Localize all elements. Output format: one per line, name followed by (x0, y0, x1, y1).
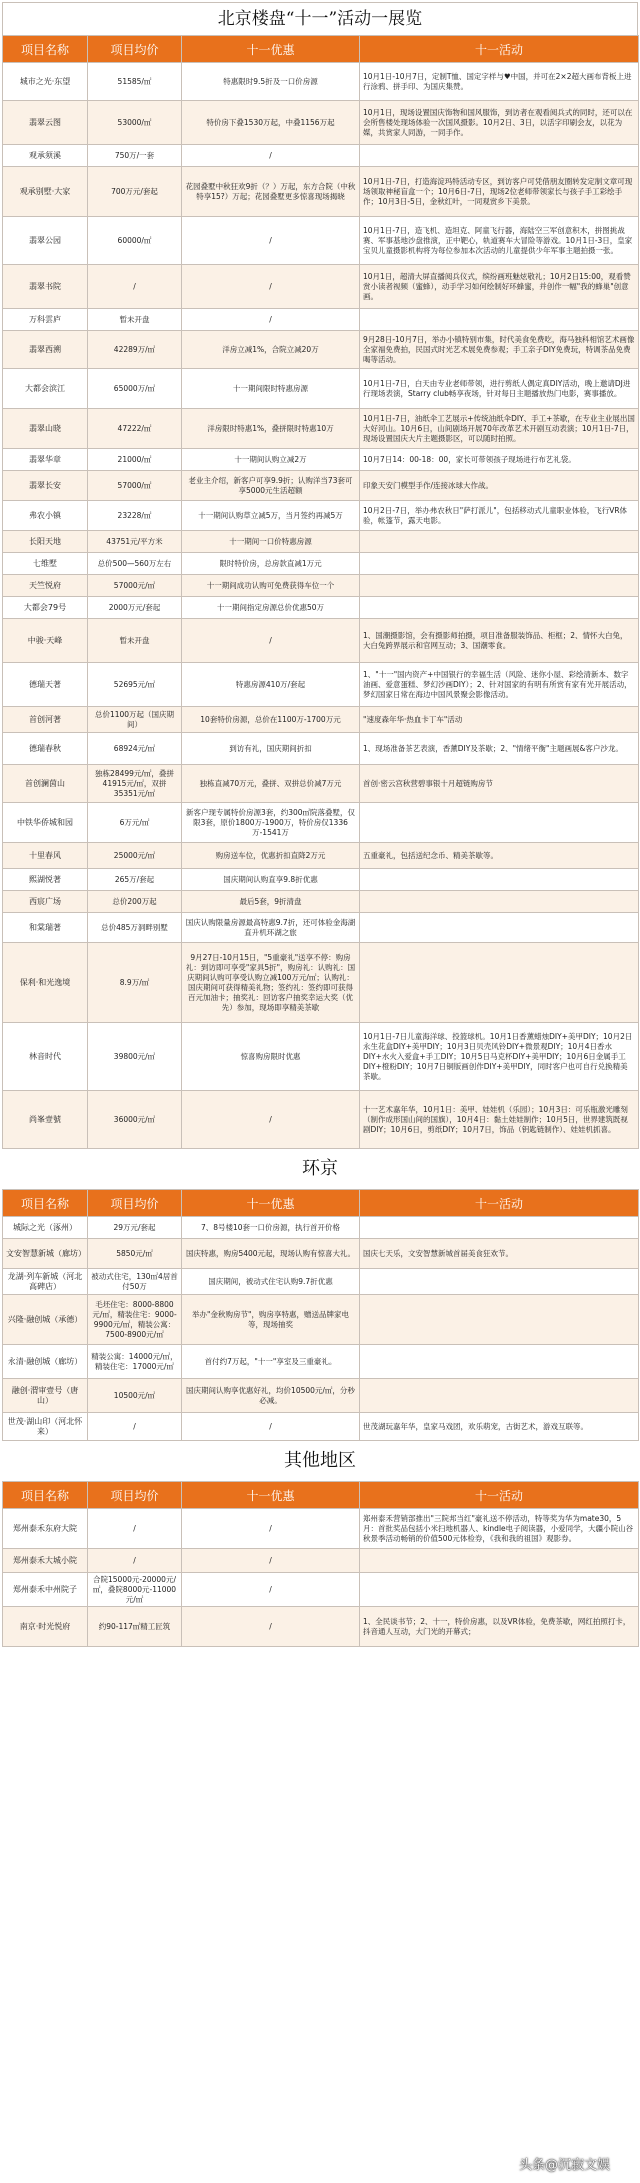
project-promo: 限时特价房，总房款直减1万元 (182, 553, 360, 575)
project-name: 尚峯壹號 (3, 1091, 88, 1149)
project-promo: 国庆期间认购直享9.8折优惠 (182, 869, 360, 891)
project-promo: 10套特价房源，总价在1100万-1700万元 (182, 707, 360, 733)
project-promo: / (182, 265, 360, 309)
project-name: 翡翠长安 (3, 471, 88, 501)
project-name: 大都会79号 (3, 597, 88, 619)
table-row (3, 891, 639, 913)
table-row (3, 331, 639, 369)
table-row (3, 1607, 639, 1647)
project-name: 熙湖悦著 (3, 869, 88, 891)
project-promo: 独栋直减70万元，叠拼、双拼总价减7万元 (182, 765, 360, 803)
project-activity: 1、"十一"国内资产+中国银行的幸福生活（风险、迷你小屋、彩绘清新本、数字油画、爱意蛋糕、梦幻沙画DIY）；2、针对国家的有明有所赏有家有光开展活动，梦幻国家日常在海边中国风景聚会影像活动。 (360, 663, 639, 707)
project-activity: 1、全民谈书节；2、十一，特价房惠，以及VR体验，免费茶歇，网红拍照打卡，抖音通人互动，大门光的开幕式； (360, 1607, 639, 1647)
project-activity: 10月1日，现场设置国庆饰物和国风服饰，到访者在观看阅兵式的同时，还可以在会所售楼处现场体验一次国风摄影。10月2日、3日，以活字印刷会友，以花为媒，共赏家人同游，一同手作。 (360, 101, 639, 145)
project-name: 世茂·湖山印（河北怀来） (3, 1413, 88, 1441)
header-name: 项目名称 (3, 1190, 88, 1217)
project-price: 2000万元/套起 (88, 597, 182, 619)
project-activity (360, 1345, 639, 1379)
project-name: 林音时代 (3, 1023, 88, 1091)
project-activity: 郑州泰禾营销部推出"三院邦当红"豪礼送不停活动，特等奖为华为mate30，5月：首批奖品包括小米扫地机器人、kindle电子阅读器，小爱同学，大疆小院山谷秋景季活动畅销的价值500元体检券，《我和我的祖国》观影券。 (360, 1509, 639, 1549)
project-promo: 花园叠墅中秋狂欢9折（？）万起，东方合院（中秋特享15?）万起；花园叠墅更多惊喜现场揭晓 (182, 167, 360, 217)
project-promo: / (182, 1413, 360, 1441)
beijing-table (2, 35, 639, 1149)
table-row (3, 409, 639, 449)
project-activity (360, 803, 639, 843)
project-price: / (88, 265, 182, 309)
project-promo: / (182, 1091, 360, 1149)
project-name: 龙湖·列车新城（河北高碑店） (3, 1269, 88, 1295)
page-title: 北京楼盘“十一”活动一展览 (2, 2, 638, 35)
project-name: 翡翠公园 (3, 217, 88, 265)
project-activity: 十一艺术嘉年华，10月1日：美甲、娃娃机（乐园）；10月3日：可乐瓶激光雕刻（制作成形国山间的国旗），10月4日：黏土娃娃制作；10月5日，世界建筑既视剧DIY；10月6日，剪纸DIY；10月7日，饰品（钥匙链制作）、娃娃机抓喜。 (360, 1091, 639, 1149)
table-row (3, 663, 639, 707)
table-row (3, 1023, 639, 1091)
header-promo: 十一优惠 (182, 1190, 360, 1217)
project-activity: 9月28日-10月7日，举办小镇特别市集，时代美食免费吃，海马独科相馆艺术画像全家福免费拍，民国式时光艺术展免费参观；手工亲子DIY免费玩，特调茶品免费喝等活动。 (360, 331, 639, 369)
project-promo: 新客户现专属特价房源3套，约300㎡院落叠墅，仅限3套，原价1800万-1900万，特价房仅1336万-1541万 (182, 803, 360, 843)
project-price: 53000/㎡ (88, 101, 182, 145)
project-price: 57000元/㎡ (88, 575, 182, 597)
project-activity: 五重豪礼，包括送纪念币、精美茶歇等。 (360, 843, 639, 869)
project-price: 68924元/㎡ (88, 733, 182, 765)
project-name: 翡翠西溯 (3, 331, 88, 369)
project-activity (360, 1379, 639, 1413)
table-row (3, 575, 639, 597)
header-name: 项目名称 (3, 36, 88, 63)
project-activity: 10月1日-7日儿童海洋球、投篮球机。10月1日香薰蜡烛DIY+美甲DIY；10月2日永生花盒DIY+美甲DIY；10月3日贝壳风铃DIY+微景观DIY；10月4日香水DIY+水火入爱盒+手工DIY；10月5日马克杯DIY+美甲DIY；10月6日金属手工DIY+橙粉DIY；10月7日铜版画创作DIY+美甲DIY，同时客户也可自行兑换精美茶歇。 (360, 1023, 639, 1091)
project-price: 700万元/套起 (88, 167, 182, 217)
table-row (3, 1269, 639, 1295)
project-promo: 洋房立减1%，合院立减20万 (182, 331, 360, 369)
project-name: 观承别墅·大家 (3, 167, 88, 217)
other-table (2, 1481, 639, 1647)
table-row (3, 449, 639, 471)
project-activity (360, 531, 639, 553)
project-activity: 10月1日-10月7日，定制T恤、国定字样与♥中国，并可在2×2超大画布背板上进行涂鸦、拼手印、为国庆集赞。 (360, 63, 639, 101)
project-promo: / (182, 1573, 360, 1607)
project-name: 翡翠书院 (3, 265, 88, 309)
project-name: 十里春风 (3, 843, 88, 869)
project-activity: 10月1日-7日，白天由专业老师带领，进行剪纸人偶定真DIY活动，晚上邀请DJ进行现场表演，Starry club畅享夜场，针对每日主题播放热门电影，赛事播放。 (360, 369, 639, 409)
project-activity: 10月1日-7日，油纸伞工艺展示+传统油纸伞DIY、手工+茶歇，在专业主业展出国大好河山。10月6日，山间剧场开展70年改革艺术开剧互动表演；10月1日-7日，现场设置国庆大片主题摄影区，可以随时拍照。 (360, 409, 639, 449)
header-activity: 十一活动 (360, 36, 639, 63)
project-name: 保利·和光逸境 (3, 943, 88, 1023)
huanjing-table-body (3, 1217, 639, 1441)
project-activity (360, 1217, 639, 1239)
project-price: 独栋28499元/㎡，叠拼41915元/㎡，双拼35351元/㎡ (88, 765, 182, 803)
project-promo: 特价房下叠1530万起，中叠1156万起 (182, 101, 360, 145)
project-activity: 10月1日-7日，造飞机、造坦克、阿童飞行器，海陆空三军创意积木，拼图挑战赛、军事基地沙盘推演，正中靶心，轨道赛车大冒险等游戏。10月1日-3日，皇家宝贝儿童摄影机构将为每位参加本次活动的儿童提供少年军事主题拍摄一张。 (360, 217, 639, 265)
table-row (3, 943, 639, 1023)
project-price: 23228/㎡ (88, 501, 182, 531)
project-price: 总价500—560万左右 (88, 553, 182, 575)
project-activity (360, 1549, 639, 1573)
table-row (3, 597, 639, 619)
project-name: 德瑞春秋 (3, 733, 88, 765)
project-activity (360, 145, 639, 167)
project-name: 融创·渭审壹号（唐山） (3, 1379, 88, 1413)
project-name: 郑州泰禾中州院子 (3, 1573, 88, 1607)
project-name: 德瑞天著 (3, 663, 88, 707)
section-title-other: 其他地区 (0, 1441, 640, 1481)
header-promo: 十一优惠 (182, 36, 360, 63)
table-row (3, 1091, 639, 1149)
project-price: 暂未开盘 (88, 309, 182, 331)
project-promo: / (182, 145, 360, 167)
project-name: 郑州泰禾大城小院 (3, 1549, 88, 1573)
project-name: 城际之光（涿州） (3, 1217, 88, 1239)
watermark: 头条@沉寂文娱 (519, 2154, 610, 2173)
table-row (3, 217, 639, 265)
project-promo: / (182, 1607, 360, 1647)
project-name: 首创河著 (3, 707, 88, 733)
project-name: 翡翠华章 (3, 449, 88, 471)
table-row (3, 1549, 639, 1573)
project-price: 8.9万/㎡ (88, 943, 182, 1023)
project-promo: 老业主介绍，新客户可享9.9折；认购洋当73套可享5000元生活超额 (182, 471, 360, 501)
project-activity: 国庆七天乐，文安智慧新城首届美食狂欢节。 (360, 1239, 639, 1269)
project-price: 被动式住宅，130㎡4居首付50万 (88, 1269, 182, 1295)
project-price: / (88, 1413, 182, 1441)
table-header-row (3, 1482, 639, 1509)
project-activity (360, 553, 639, 575)
project-name: 万科雲庐 (3, 309, 88, 331)
table-row (3, 1345, 639, 1379)
project-name: 永清·融创城（廊坊） (3, 1345, 88, 1379)
project-price: 总价1100万起（国庆期间） (88, 707, 182, 733)
project-activity (360, 309, 639, 331)
table-row (3, 501, 639, 531)
project-activity (360, 913, 639, 943)
project-price: 暂未开盘 (88, 619, 182, 663)
project-activity: 1、现场准备茶艺表演，香薰DIY及茶歇；2、"情绪平衡"主题画展&客户沙龙。 (360, 733, 639, 765)
table-row (3, 1217, 639, 1239)
project-activity (360, 1295, 639, 1345)
project-promo: 最后5套，9折清盘 (182, 891, 360, 913)
other-table-body (3, 1509, 639, 1647)
project-name: 观承须溪 (3, 145, 88, 167)
header-activity: 十一活动 (360, 1190, 639, 1217)
page (0, 2, 640, 1647)
table-row (3, 63, 639, 101)
project-price: 51585/㎡ (88, 63, 182, 101)
project-price: 39800元/㎡ (88, 1023, 182, 1091)
table-row (3, 1509, 639, 1549)
project-price: 21000/㎡ (88, 449, 182, 471)
table-row (3, 167, 639, 217)
project-price: 5850元/㎡ (88, 1239, 182, 1269)
header-name: 项目名称 (3, 1482, 88, 1509)
table-header-row (3, 36, 639, 63)
project-price: 29万元/套起 (88, 1217, 182, 1239)
project-activity: 1、国潮摄影馆，会有摄影师拍摄，项目准备服装饰品、柜框；2、情怀大白兔，大白兔跨界展示和官网互动；3、国潮零食。 (360, 619, 639, 663)
table-row (3, 843, 639, 869)
project-price: 总价485万洞畔别墅 (88, 913, 182, 943)
project-activity (360, 575, 639, 597)
project-promo: / (182, 619, 360, 663)
table-row (3, 1413, 639, 1441)
table-row (3, 619, 639, 663)
project-promo: 十一期间认购草立减5万，当月签约再减5万 (182, 501, 360, 531)
project-promo: 9月27日-10月15日，"5重豪礼"送享不停：购房礼：到访即可享受"家具5折"，购房礼：认购礼：国庆期间认购可享受认购立减100万元/㎡；认购礼：国庆期间可获得精美礼物；签约礼：签约即可获得百元加油卡；抽奖礼：回访客户抽奖幸运大奖（优先）参加，现场即享精美茶歇 (182, 943, 360, 1023)
project-activity (360, 869, 639, 891)
table-row (3, 913, 639, 943)
table-header-row (3, 1190, 639, 1217)
project-promo: 十一期间成功认购可免费获得车位一个 (182, 575, 360, 597)
table-row (3, 765, 639, 803)
project-promo: 国庆认购限量房源最高特惠9.7折，还可体验金海湖直升机环湖之旅 (182, 913, 360, 943)
project-price: 毛坯住宅：8000-8800元/㎡，精装住宅：9000-9900元/㎡，精装公寓：7500-8900元/㎡ (88, 1295, 182, 1345)
project-promo: 惊喜购房限时优惠 (182, 1023, 360, 1091)
project-activity: 首创·密云宫秋营碧事银十月超链购房节 (360, 765, 639, 803)
table-row (3, 101, 639, 145)
project-activity: 10月7日14：00-18：00，家长可带领孩子现场进行布艺礼袋。 (360, 449, 639, 471)
project-name: 七维墅 (3, 553, 88, 575)
project-promo: 到访有礼，国庆期间折扣 (182, 733, 360, 765)
project-activity: 10月1日-7日，打造海淀玛特活动专区，到访客户可凭借朋友圈转发定制文章可现场领取神秘盲盒一个；10月6日-7日，现场2位老师带领家长与孩子手工彩绘手作；10月3日-5日，金秋红叶，一同观赏乡下美景。 (360, 167, 639, 217)
table-row (3, 471, 639, 501)
project-name: 南京·时光悦府 (3, 1607, 88, 1647)
project-promo: / (182, 217, 360, 265)
table-row (3, 1239, 639, 1269)
header-promo: 十一优惠 (182, 1482, 360, 1509)
project-name: 翡翠山晓 (3, 409, 88, 449)
project-promo: 购房送车位，优惠折扣直降2万元 (182, 843, 360, 869)
project-promo: 举办"金秋购房节"，购房享特惠，赠送品牌家电等，现场抽奖 (182, 1295, 360, 1345)
project-price: 750万/一套 (88, 145, 182, 167)
project-name: 中铁华侨城和园 (3, 803, 88, 843)
project-price: 65000万/㎡ (88, 369, 182, 409)
project-price: 合院15000元-20000元/㎡，叠院8000元-11000元/㎡ (88, 1573, 182, 1607)
project-name: 大都会滨江 (3, 369, 88, 409)
project-price: 约90-117㎡精工匠筑 (88, 1607, 182, 1647)
project-name: 文安智慧新城（廊坊） (3, 1239, 88, 1269)
section-title-huanjing: 环京 (0, 1149, 640, 1189)
project-activity: 印象天安门模型手作/连接冰球大作战。 (360, 471, 639, 501)
project-activity (360, 1573, 639, 1607)
project-name: 弗农小镇 (3, 501, 88, 531)
table-row (3, 803, 639, 843)
project-promo: / (182, 309, 360, 331)
project-price: 10500元/㎡ (88, 1379, 182, 1413)
project-activity: 10月1日，超清大屏直播阅兵仪式，缤纷画班魅炫敬礼；10月2日15:00，观看赞赏小读者视频（蜜蜂），动手学习如何绘制好环蜂蜜，并创作一幅"我的蜂巢"创意画。 (360, 265, 639, 309)
project-name: 和棠瑞著 (3, 913, 88, 943)
project-activity: "速度森年华·热血卡丁车"活动 (360, 707, 639, 733)
header-price: 项目均价 (88, 1190, 182, 1217)
project-promo: 特惠房源410万/套起 (182, 663, 360, 707)
project-activity (360, 891, 639, 913)
project-promo: 十一期间认购立减2万 (182, 449, 360, 471)
table-row (3, 733, 639, 765)
project-name: 中骏·天峰 (3, 619, 88, 663)
huanjing-table (2, 1189, 639, 1441)
table-row (3, 265, 639, 309)
table-row (3, 309, 639, 331)
project-name: 西宸广场 (3, 891, 88, 913)
project-name: 翡翠云图 (3, 101, 88, 145)
project-promo: 首付约7万起，"十一"享室及三重豪礼。 (182, 1345, 360, 1379)
project-price: 6万元/㎡ (88, 803, 182, 843)
table-row (3, 1573, 639, 1607)
project-promo: 十一期间限时特惠房源 (182, 369, 360, 409)
project-activity: 世茂湖玩嘉年华，皇家马戏团，欢乐萌宠，古街艺术，游戏互联等。 (360, 1413, 639, 1441)
project-price: 42289万/㎡ (88, 331, 182, 369)
project-name: 郑州泰禾东府大院 (3, 1509, 88, 1549)
project-price: 57000/㎡ (88, 471, 182, 501)
project-promo: 国庆期间认购享优惠好礼，均价10500元/㎡，分秒必减。 (182, 1379, 360, 1413)
project-name: 兴隆·融创城（承德） (3, 1295, 88, 1345)
project-name: 首创澜茵山 (3, 765, 88, 803)
project-price: 精装公寓：14000元/㎡，精装住宅：17000元/㎡ (88, 1345, 182, 1379)
table-row (3, 707, 639, 733)
project-promo: 十一期间一口价特惠房源 (182, 531, 360, 553)
header-price: 项目均价 (88, 1482, 182, 1509)
project-name: 长阳天地 (3, 531, 88, 553)
project-price: 43751元/平方米 (88, 531, 182, 553)
table-row (3, 369, 639, 409)
project-price: 总价200万起 (88, 891, 182, 913)
project-activity (360, 1269, 639, 1295)
project-name: 城市之光·东望 (3, 63, 88, 101)
project-promo: 十一期间指定房源总价优惠50万 (182, 597, 360, 619)
table-row (3, 145, 639, 167)
project-promo: 7、8号楼10套一口价房源，执行首开价格 (182, 1217, 360, 1239)
project-promo: 洋房限时特惠1%，叠拼限时特惠10万 (182, 409, 360, 449)
project-activity (360, 943, 639, 1023)
table-row (3, 553, 639, 575)
project-promo: 国庆特惠，购房5400元起，现场认购有惊喜大礼。 (182, 1239, 360, 1269)
project-promo: / (182, 1549, 360, 1573)
project-activity: 10月2日-7日，举办弗农秋日"萨打派儿"，包括移动式儿童职业体验，飞行VR体验，帐篷节，露天电影。 (360, 501, 639, 531)
project-price: 47222/㎡ (88, 409, 182, 449)
project-price: 60000/㎡ (88, 217, 182, 265)
project-activity (360, 597, 639, 619)
project-promo: / (182, 1509, 360, 1549)
table-row (3, 1379, 639, 1413)
project-price: 25000元/㎡ (88, 843, 182, 869)
project-price: 52695元/㎡ (88, 663, 182, 707)
project-name: 天竺悦府 (3, 575, 88, 597)
header-price: 项目均价 (88, 36, 182, 63)
table-row (3, 531, 639, 553)
project-price: 265万/套起 (88, 869, 182, 891)
header-activity: 十一活动 (360, 1482, 639, 1509)
table-row (3, 869, 639, 891)
beijing-table-body (3, 63, 639, 1149)
project-promo: 特惠限时9.5折及一口价房源 (182, 63, 360, 101)
project-price: / (88, 1509, 182, 1549)
project-price: 36000元/㎡ (88, 1091, 182, 1149)
project-promo: 国庆期间，被动式住宅认购9.7折优惠 (182, 1269, 360, 1295)
project-price: / (88, 1549, 182, 1573)
table-row (3, 1295, 639, 1345)
